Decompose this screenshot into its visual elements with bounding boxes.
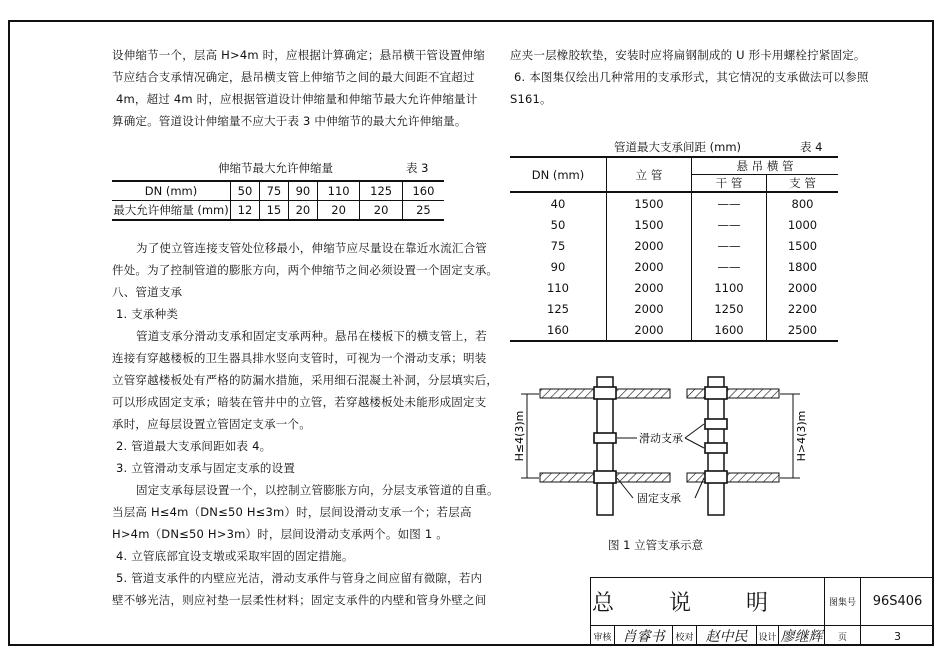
table-cell: 2000 (767, 277, 839, 298)
title-block (590, 577, 934, 646)
text-line: 可以形成固定支承；暗装在管井中的立管，若穿越楼板处未能形成固定支 (112, 395, 487, 409)
table-cell: 1500 (607, 192, 692, 214)
table-cell: —— (692, 192, 767, 214)
text-line: 当层高 H≤4m（DN≤50 H≤3m）时，层间设滑动支承一个；若层高 (112, 505, 472, 519)
review-label: 审核 (593, 632, 612, 643)
page-number: 3 (894, 629, 901, 643)
text-line: 4. 立管底部宜设支墩或采取牢固的固定措施。 (116, 549, 354, 563)
text-line: 应夹一层橡胶软垫，安装时应将扁钢制成的 U 形卡用螺栓拧紧固定。 (510, 48, 866, 62)
atlas-no: 96S406 (872, 594, 923, 609)
table-cell: 1500 (767, 235, 839, 256)
text-line: 算确定。管道设计伸缩量不应大于表 3 中伸缩节的最大允许伸缩量。 (112, 114, 467, 128)
height-label-gt: H>4(3)m (795, 410, 808, 462)
fixed-support-label: 固定支承 (637, 492, 681, 505)
text-line: 件处。为了控制管道的膨胀方向，两个伸缩节之间必须设置一个固定支承。 (112, 263, 499, 277)
left-paragraph-2 (112, 237, 499, 611)
table-cell: 75 (550, 238, 566, 253)
table4-label: 表 4 (800, 140, 823, 154)
figure-1-diagram (505, 375, 835, 525)
drawing-title: 总说明 (591, 591, 823, 616)
header-dn: DN (mm) (510, 157, 607, 192)
table-cell: 20 (288, 201, 317, 221)
sliding-support-label: 滑动支承 (639, 432, 683, 445)
table-cell: 1000 (767, 214, 839, 235)
table-cell: 2000 (607, 277, 692, 298)
left-paragraph-1 (112, 44, 485, 132)
text-line: S161。 (510, 92, 552, 106)
table-cell: 800 (767, 192, 839, 214)
table-cell: 1100 (692, 277, 767, 298)
text-line: 设伸缩节一个，层高 H>4m 时，应根据计算确定；悬吊横干管设置伸缩 (112, 48, 485, 62)
title-cell (590, 577, 824, 625)
table-cell: 50 (231, 181, 260, 201)
table-cell: 最大允许伸缩量 (mm) (112, 201, 231, 221)
table-cell: —— (692, 214, 767, 235)
table-cell: DN (mm) (112, 181, 231, 201)
right-riser (705, 377, 727, 515)
table-row (510, 235, 838, 256)
text-line: 立管穿越楼板处有严格的防漏水措施，采用细石混凝土补洞，分层填实后， (112, 373, 499, 387)
table-row (510, 298, 838, 319)
header-branch: 支 管 (767, 175, 839, 193)
table-cell: —— (692, 256, 767, 277)
design-signature: 廖继辉 (780, 629, 823, 645)
header-hanging: 悬 吊 横 管 (692, 157, 839, 175)
table-cell: 90 (288, 181, 317, 201)
table-cell: 12 (231, 201, 260, 221)
table-row (510, 192, 838, 214)
review-sig-cell (614, 625, 672, 646)
section-heading: 八、管道支承 (112, 285, 183, 299)
header-vertical: 立 管 (607, 157, 692, 192)
review-signature: 肖睿书 (622, 629, 665, 645)
table-cell: 110 (317, 181, 360, 201)
atlas-no-cell (860, 577, 934, 625)
height-dimension-right (780, 394, 808, 478)
table-row (510, 319, 838, 341)
table-row (112, 201, 444, 221)
table-cell: 2500 (767, 319, 839, 341)
table-cell: 1250 (692, 298, 767, 319)
text-line: 连接有穿越楼板的卫生器具排水竖向支管时，可视为一个滑动支承；明装 (112, 351, 487, 365)
table3-label: 表 3 (406, 161, 429, 175)
header-main: 干 管 (692, 175, 767, 193)
table-cell: 1500 (607, 214, 692, 235)
table-cell: 2200 (767, 298, 839, 319)
table-cell: 2000 (607, 256, 692, 277)
text-line: 2. 管道最大支承间距如表 4。 (116, 439, 272, 453)
table-cell: 40 (550, 196, 566, 211)
page-no-cell (860, 625, 934, 646)
text-line: 6. 本图集仅绘出几种常用的支承形式，其它情况的支承做法可以参照 (514, 70, 869, 84)
table-cell: 1800 (767, 256, 839, 277)
table-cell: —— (692, 235, 767, 256)
text-line: 承时，应每层设置立管固定支承一个。 (112, 417, 311, 431)
page-label: 页 (837, 632, 847, 643)
text-line: 壁不够光洁，则应衬垫一层柔性材料；固定支承件的内壁和管身外壁之间 (112, 593, 487, 607)
table-header-row (510, 157, 838, 175)
text-line: 固定支承每层设置一个，以控制立管膨胀方向，分层支承管道的自重。 (136, 483, 499, 497)
text-line: 节应结合支承情况确定，悬吊横支管上伸缩节之间的最大间距不宜超过 (112, 70, 475, 84)
check-label-cell (672, 625, 696, 646)
design-label-cell (756, 625, 778, 646)
table-cell: 90 (550, 259, 566, 274)
table3-title: 伸缩节最大允许伸缩量 (218, 161, 333, 175)
atlas-no-label-cell (824, 577, 860, 625)
page-label-cell (824, 625, 860, 646)
text-line: 管道支承分滑动支承和固定支承两种。悬吊在楼板下的横支管上，若 (136, 329, 487, 343)
height-dimension-left (513, 394, 539, 478)
table-row (112, 181, 444, 201)
table-cell: 125 (360, 181, 403, 201)
table-cell: 2000 (607, 319, 692, 341)
table-cell: 2000 (607, 235, 692, 256)
design-sig-cell (778, 625, 824, 646)
table-cell: 160 (510, 319, 607, 341)
text-line: H>4m（DN≤50 H>3m）时，层间设滑动支承两个。如图 1 。 (112, 527, 448, 541)
text-line: 5. 管道支承件的内壁应光洁，滑动支承件与管身之间应留有微隙，若内 (116, 571, 483, 585)
text-line: 1. 支承种类 (116, 307, 179, 321)
table-cell: 25 (402, 201, 444, 221)
table-cell: 1600 (692, 319, 767, 341)
design-label: 设计 (758, 632, 777, 643)
table4 (510, 156, 838, 342)
table-cell: 20 (360, 201, 403, 221)
text-line: 为了使立管连接支管处位移最小，伸缩节应尽量设在靠近水流汇合管 (136, 241, 487, 255)
table-cell: 50 (550, 217, 566, 232)
table3 (112, 180, 444, 221)
height-label-le: H≤4(3)m (513, 410, 526, 462)
table4-title: 管道最大支承间距 (mm) (614, 140, 742, 154)
check-label: 校对 (675, 632, 694, 643)
text-line: 3. 立管滑动支承与固定支承的设置 (116, 461, 296, 475)
table-cell: 20 (317, 201, 360, 221)
table-cell: 2000 (607, 298, 692, 319)
check-sig-cell (696, 625, 756, 646)
table-cell: 110 (547, 280, 569, 295)
table-row (510, 277, 838, 298)
table-row (510, 214, 838, 235)
figure-1-caption: 图 1 立管支承示意 (608, 538, 704, 552)
table-cell: 125 (547, 301, 569, 316)
review-label-cell (590, 625, 614, 646)
table-cell: 15 (259, 201, 288, 221)
left-riser (594, 377, 616, 515)
text-line: 4m，超过 4m 时，应根据管道设计伸缩量和伸缩节最大允许伸缩量计 (116, 92, 478, 106)
table-cell: 75 (259, 181, 288, 201)
check-signature: 赵中民 (705, 629, 748, 645)
table-row (510, 256, 838, 277)
right-paragraph-1 (510, 44, 869, 110)
table4-body (510, 192, 838, 341)
table-cell: 160 (402, 181, 444, 201)
atlas-no-label: 图集号 (828, 598, 856, 608)
